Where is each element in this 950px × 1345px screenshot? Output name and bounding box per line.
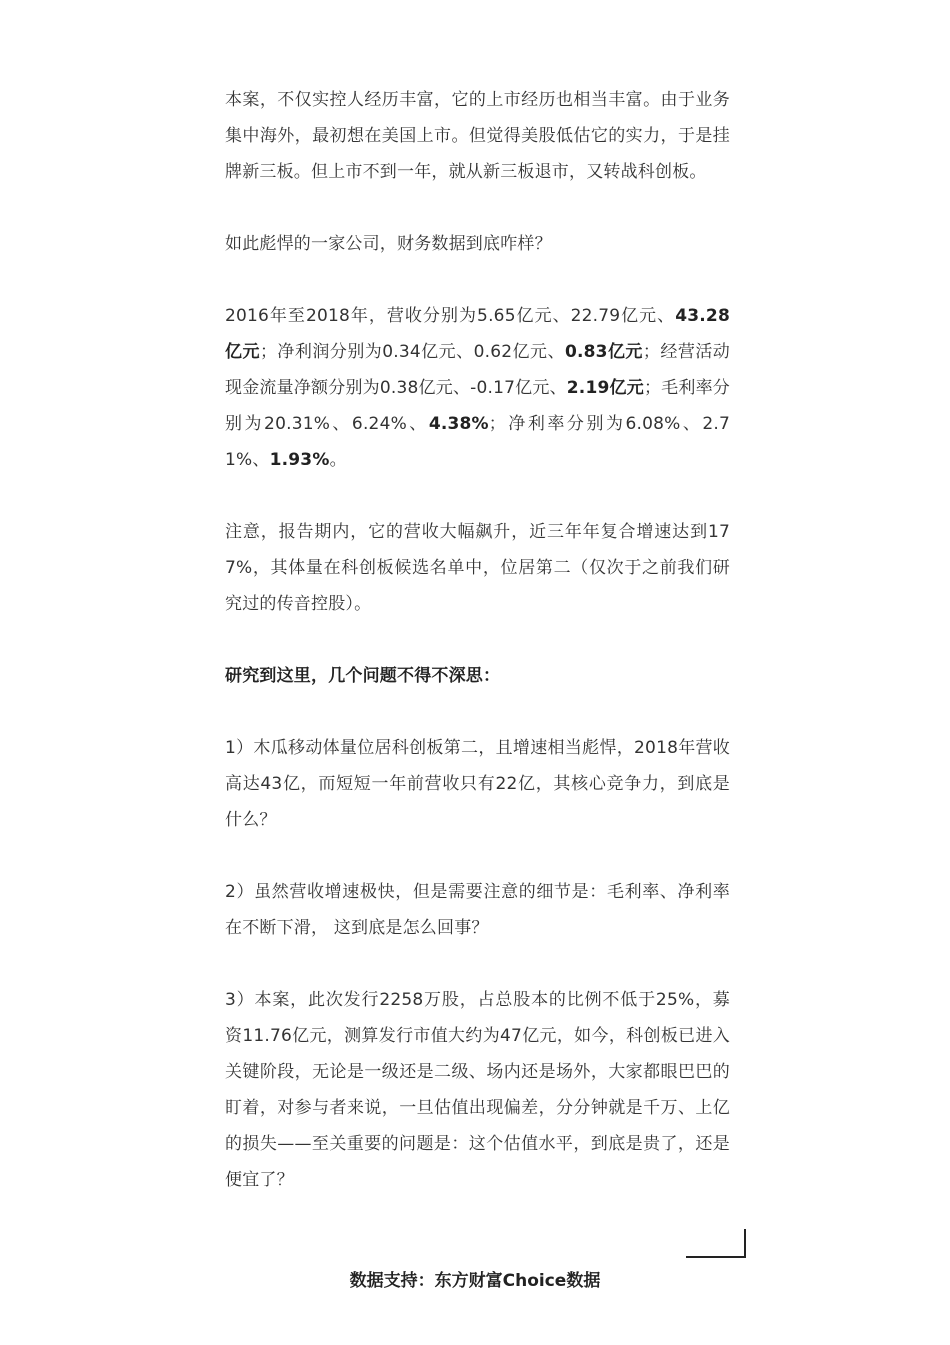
financials-net-margin-2018: 1.93% [269, 450, 330, 470]
paragraph-growth-note: 注意，报告期内，它的营收大幅飙升，近三年年复合增速达到177%，其体量在科创板候选名单中，位居第二（仅次于之前我们研究过的传音控股）。 [225, 522, 730, 614]
financials-text: ；经营活动现金流量净额分别为0.38亿元、-0.17亿元、 [225, 342, 730, 398]
financials-cashflow-2018: 2.19亿元 [566, 378, 644, 398]
financials-net-profit-2018: 0.83亿元 [564, 342, 643, 362]
financials-revenue-2018: 43.28亿元 [225, 306, 730, 362]
paragraph-question-1: 1）木瓜移动体量位居科创板第二，且增速相当彪悍，2018年营收高达43亿，而短短一年前营收只有22亿，其核心竞争力，到底是什么？ [225, 738, 730, 830]
paragraph-listing-history: 本案，不仅实控人经历丰富，它的上市经历也相当丰富。由于业务集中海外，最初想在美国上市。但觉得美股低估它的实力，于是挂牌新三板。但上市不到一年，就从新三板退市，又转战科创板。 [225, 90, 730, 182]
data-source-caption: 数据支持：东方财富Choice数据 [349, 1271, 601, 1291]
paragraph-question-2: 2）虽然营收增速极快，但是需要注意的细节是：毛利率、净利率在不断下滑， 这到底是怎么回事？ [225, 882, 730, 938]
paragraph-question: 如此彪悍的一家公司，财务数据到底咋样？ [225, 234, 552, 254]
financials-text: ；净利率分别为6.08%、2.71%、 [225, 414, 730, 470]
financials-text: 2016年至2018年，营收分别为5.65亿元、22.79亿元、 [225, 306, 676, 326]
article-body [225, 82, 730, 1198]
financials-text: ；毛利率分别为20.31%、6.24%、 [225, 378, 730, 434]
financials-gross-margin-2018: 4.38% [428, 414, 489, 434]
paragraph-questions-heading: 研究到这里，几个问题不得不深思： [225, 666, 501, 686]
corner-bracket-decoration [686, 1229, 746, 1258]
paragraph-financials [225, 298, 730, 478]
financials-text: ；净利润分别为0.34亿元、0.62亿元、 [259, 342, 565, 362]
paragraph-question-3: 3）本案，此次发行2258万股，占总股本的比例不低于25%，募资11.76亿元，测算发行市值大约为47亿元，如今，科创板已进入关键阶段，无论是一级还是二级、场内还是场外，大家都眼巴巴的盯着，对参与者来说，一旦估值出现偏差，分分钟就是千万、上亿的损失——至关重要的问题是：这个估值水平，到底是贵了，还是便宜了？ [225, 990, 730, 1190]
financials-text: 。 [329, 450, 347, 470]
